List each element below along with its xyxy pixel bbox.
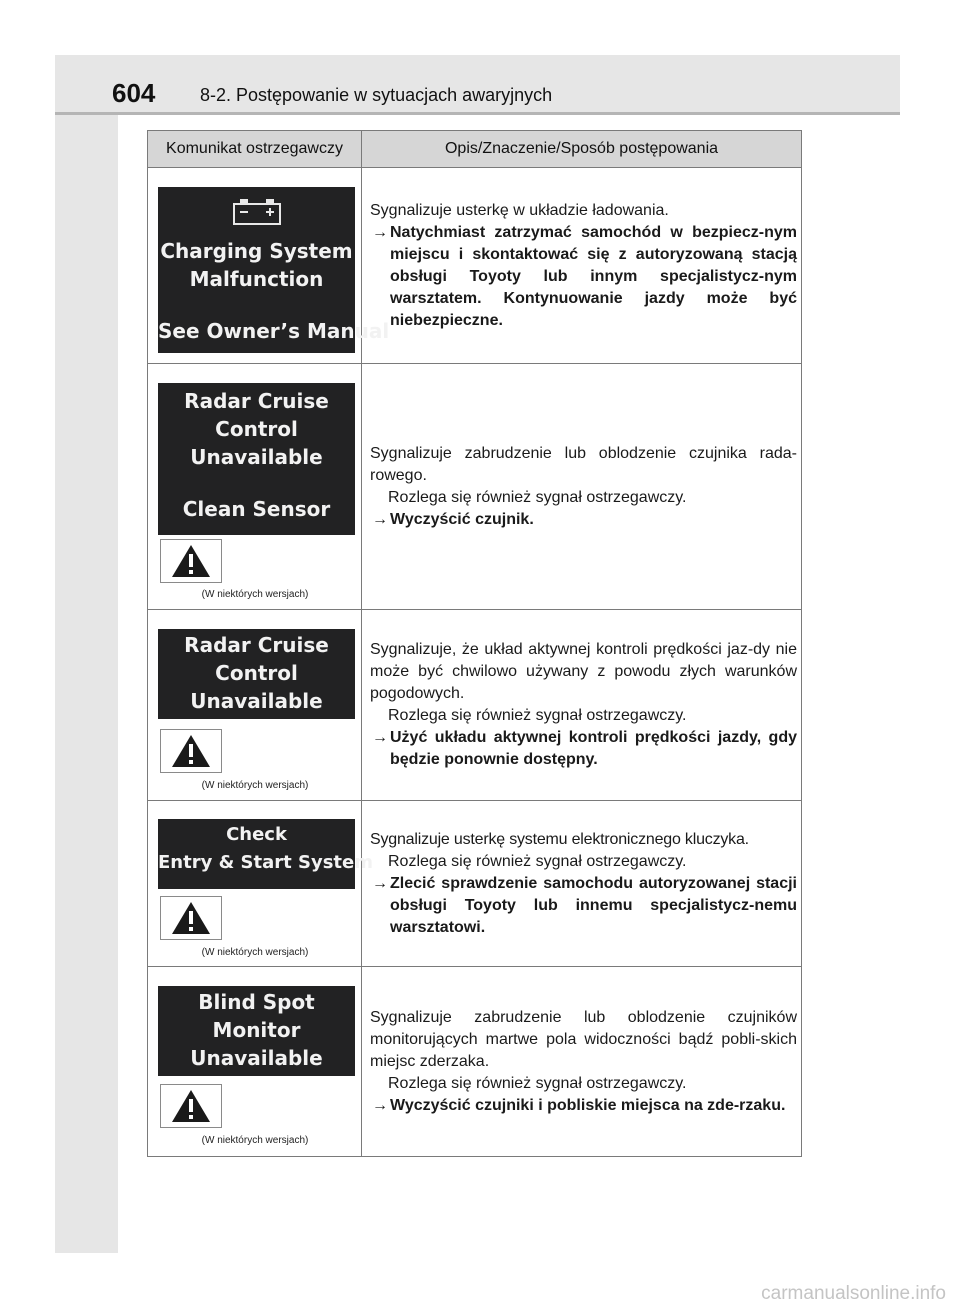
screen-line: Unavailable bbox=[190, 689, 323, 713]
warning-triangle-icon bbox=[160, 539, 222, 583]
arrow-icon: → bbox=[372, 223, 388, 241]
screen-line: See Owner’s Manual bbox=[158, 319, 390, 343]
extra-text: Rozlega się również sygnał ostrzegawczy. bbox=[388, 707, 687, 724]
display-screen bbox=[158, 819, 373, 889]
watermark: carmanualsonline.info bbox=[761, 1283, 946, 1304]
screen-line: Charging System bbox=[160, 239, 353, 263]
table-row bbox=[148, 168, 802, 364]
description-cell bbox=[362, 364, 802, 610]
screen-line: Unavailable bbox=[190, 1046, 323, 1070]
warning-triangle-icon bbox=[160, 1084, 222, 1128]
table-row bbox=[148, 364, 802, 610]
description-text: Sygnalizuje zabrudzenie lub oblodzenie czujników monitorujących martwe pola widoczności bądź pobli-skich miejsc zderzaka. bbox=[370, 1008, 797, 1070]
message-cell bbox=[148, 364, 362, 610]
message-cell bbox=[148, 967, 362, 1157]
screen-line: Unavailable bbox=[190, 445, 323, 469]
screen-line: Monitor bbox=[212, 1018, 301, 1042]
description-text: Sygnalizuje, że układ aktywnej kontroli prędkości jaz-dy nie może być chwilowo używany z powodu złych warunków pogodowych. bbox=[370, 641, 797, 702]
version-note: (W niektórych wersjach) bbox=[201, 780, 309, 791]
extra-text: Rozlega się również sygnał ostrzegawczy. bbox=[388, 488, 687, 506]
message-cell bbox=[148, 168, 390, 364]
table-row bbox=[148, 967, 802, 1157]
action-instruction bbox=[370, 1095, 797, 1117]
screen-gap bbox=[158, 293, 355, 317]
battery-icon bbox=[158, 187, 355, 237]
screen-line: Radar Cruise bbox=[184, 389, 329, 413]
arrow-icon: → bbox=[372, 729, 388, 746]
action-text: Zlecić sprawdzenie samochodu autoryzowanej stacji obsługi Toyoty lub innemu specjalistycz-nemu warsztatowi. bbox=[390, 874, 797, 936]
column-header-description: Opis/Znaczenie/Sposób postępowania bbox=[362, 131, 802, 168]
page-number: 604 bbox=[112, 78, 156, 108]
action-instruction bbox=[370, 727, 797, 771]
table-header-row bbox=[148, 131, 802, 168]
header-divider bbox=[55, 112, 900, 115]
version-note: (W niektórych wersjach) bbox=[201, 589, 309, 600]
column-header-message: Komunikat ostrzegawczy bbox=[148, 131, 362, 168]
table-row bbox=[148, 610, 802, 801]
description-cell bbox=[362, 967, 802, 1157]
section-title: 8-2. Postępowanie w sytuacjach awaryjnych bbox=[200, 85, 553, 105]
description-text: Sygnalizuje zabrudzenie lub oblodzenie czujnika rada-rowego. bbox=[370, 444, 797, 484]
action-text: Wyczyścić czujnik. bbox=[390, 510, 534, 528]
version-note: (W niektórych wersjach) bbox=[201, 1135, 309, 1146]
action-text: Natychmiast zatrzymać samochód w bezpiecz-nym miejscu i skontaktować się z autoryzowaną stacją obsługi Toyoty lub innym specjalistycz-nym warsztatem. Kontynuowanie jazdy może być niebezpieczne. bbox=[390, 223, 797, 329]
screen-line: Malfunction bbox=[189, 267, 324, 291]
action-instruction bbox=[370, 873, 797, 939]
action-text: Wyczyścić czujniki i pobliskie miejsca na zde-rzaku. bbox=[390, 1096, 786, 1114]
display-screen bbox=[158, 629, 355, 719]
screen-line: Control bbox=[215, 661, 298, 685]
description-cell bbox=[362, 168, 802, 364]
description-text: Sygnalizuje usterkę w układzie ładowania. bbox=[370, 201, 669, 219]
warning-triangle-icon bbox=[160, 896, 222, 940]
action-text: Użyć układu aktywnej kontroli prędkości jazdy, gdy będzie ponownie dostępny. bbox=[390, 729, 797, 768]
version-note: (W niektórych wersjach) bbox=[201, 947, 309, 958]
arrow-icon: → bbox=[372, 1096, 388, 1114]
message-cell bbox=[148, 610, 362, 801]
extra-text: Rozlega się również sygnał ostrzegawczy. bbox=[388, 852, 687, 870]
action-instruction bbox=[370, 509, 797, 531]
action-instruction bbox=[370, 222, 797, 332]
display-screen bbox=[158, 383, 355, 535]
warning-messages-table bbox=[147, 130, 802, 1157]
screen-line: Control bbox=[215, 417, 298, 441]
screen-gap bbox=[158, 471, 355, 495]
description-text: Sygnalizuje usterkę systemu elektronicznego kluczyka. bbox=[370, 830, 749, 848]
arrow-icon: → bbox=[372, 874, 388, 892]
screen-line: Blind Spot bbox=[198, 990, 315, 1014]
table-row bbox=[148, 801, 802, 967]
screen-line: Entry & Start System bbox=[158, 852, 373, 873]
warning-triangle-icon bbox=[160, 729, 222, 773]
display-screen bbox=[158, 986, 355, 1076]
screen-line: Radar Cruise bbox=[184, 633, 329, 657]
description-cell bbox=[362, 610, 802, 801]
message-cell bbox=[148, 801, 373, 967]
screen-line: Check bbox=[226, 824, 287, 845]
side-strip bbox=[55, 55, 118, 1253]
description-cell bbox=[362, 801, 802, 967]
display-screen bbox=[158, 187, 390, 353]
extra-text: Rozlega się również sygnał ostrzegawczy. bbox=[388, 1074, 687, 1092]
screen-line: Clean Sensor bbox=[182, 497, 331, 521]
arrow-icon: → bbox=[372, 510, 388, 528]
